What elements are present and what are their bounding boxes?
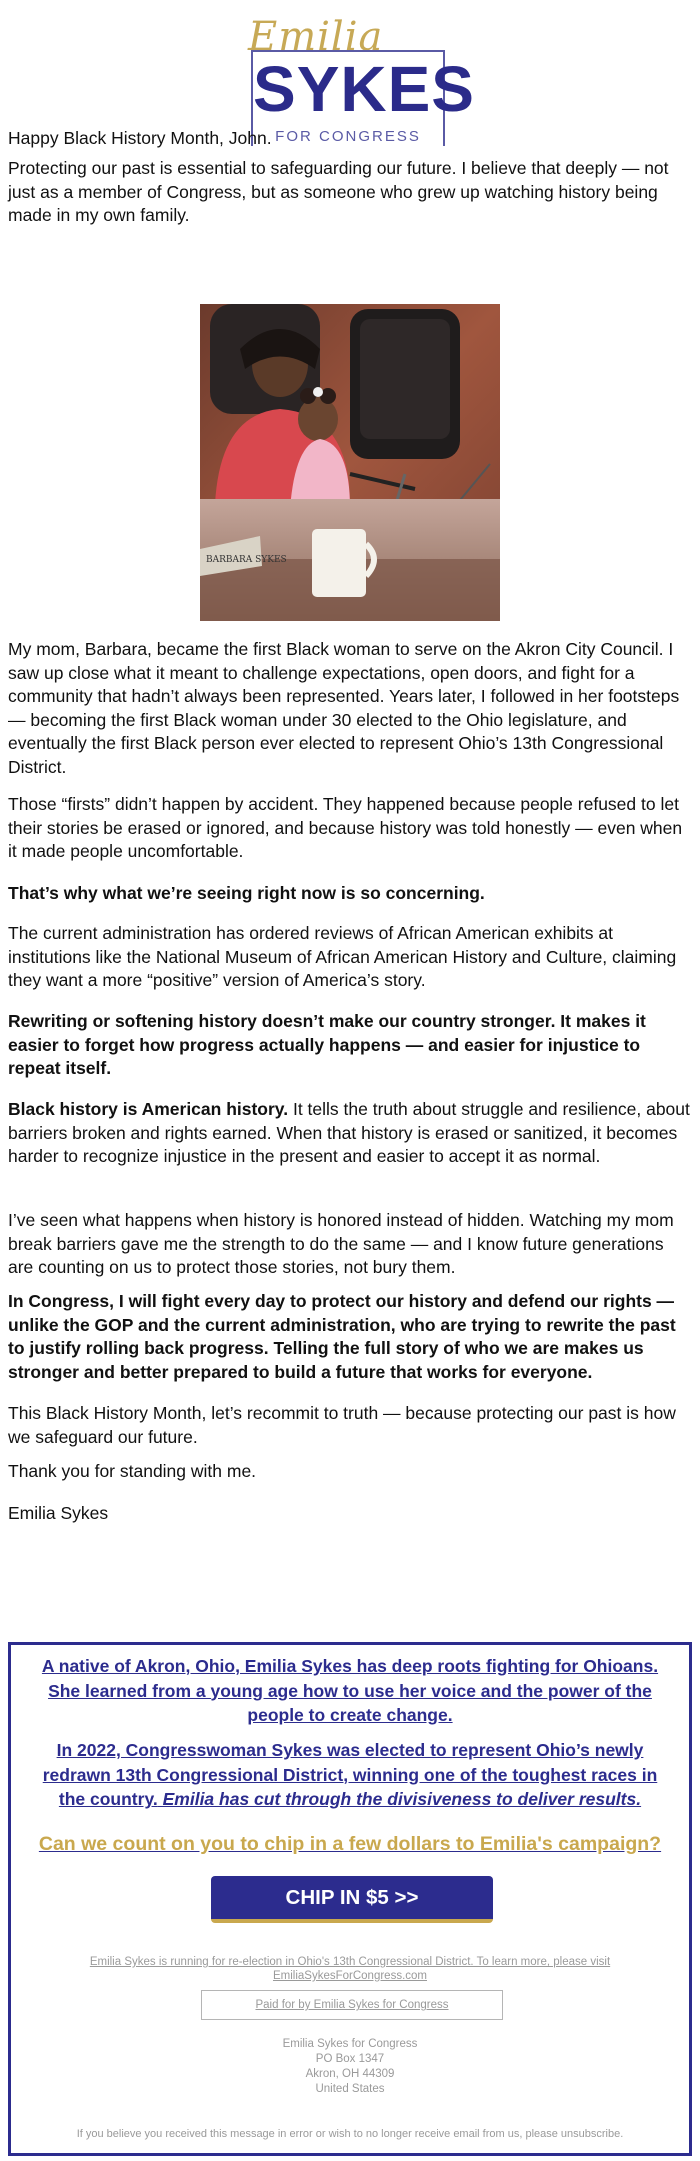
logo-script-name: Emilia — [248, 14, 384, 60]
paragraph-black-history: Black history is American history. It tells the truth about struggle and resilience, about barriers broken and rights earned. When that history is erased or sanitized, it becomes harder to recognize injustice in the present and easier to accept it as normal. — [8, 1099, 690, 1166]
paragraph-reviews: The current administration has ordered reviews of African American exhibits at institutions like the National Museum of African American History and Culture, claiming they want a more “positive” version of America’s story. — [8, 923, 677, 990]
paragraph-rewriting-history: Rewriting or softening history doesn’t make our country stronger. It makes it easier to forget how progress actually happens — and easier for injustice to repeat itself. — [8, 1011, 646, 1078]
logo-surname: SYKES — [253, 53, 475, 125]
reelection-link[interactable]: Emilia Sykes is running for re-election in Ohio's 13th Congressional District. To learn more, please visit EmiliaSykesForCongress.com — [89, 1956, 611, 1982]
paragraph-concern: That’s why what we’re seeing right now is so concerning. — [8, 883, 485, 903]
paragraph-mom-story: My mom, Barbara, became the first Black woman to serve on the Akron City Council. I saw up close what it meant to challenge expectations, open doors, and fight for a community that hadn’t always been represented. Years later, I followed in her footsteps — becoming the first Black woman under 30 elected to the Ohio legislature, and eventually the first Black person ever elected to represent Ohio’s 13th Congressional District. — [8, 639, 680, 777]
paragraph-fight-in-congress: In Congress, I will fight every day to protect our history and defend our rights — unlike the GOP and the current administration, who are trying to rewrite the past to justify rolling back progress. Telling the full story of who we are makes us stronger and better prepared to build a future that works for everyone. — [8, 1291, 676, 1382]
paragraph-recommit: This Black History Month, let’s recommit to truth — because protecting our past is how we safeguard our future. — [8, 1403, 676, 1447]
donation-ask-link[interactable]: Can we count on you to chip in a few dollars to Emilia's campaign? — [38, 1833, 662, 1855]
footer-box — [8, 1642, 692, 2156]
signature: Emilia Sykes — [8, 1503, 109, 1523]
chip-in-button[interactable]: CHIP IN $5 >> — [211, 1876, 493, 1923]
paid-for-disclaimer[interactable]: Paid for by Emilia Sykes for Congress — [201, 1990, 503, 2020]
photo-nameplate-text: BARBARA SYKES — [206, 555, 287, 565]
paragraph-firsts: Those “firsts” didn’t happen by accident. They happened because people refused to let their stories be erased or ignored, and because history was told honestly — even when it made people uncomfortable. — [8, 794, 683, 861]
unsubscribe-note[interactable]: If you believe you received this message in error or wish to no longer receive email from us, please unsubscribe. — [76, 2128, 624, 2140]
family-photo — [200, 304, 500, 621]
paragraph-intro: Protecting our past is essential to safeguarding our future. I believe that deeply — not just as a member of Congress, but as someone who grew up watching history being made in my own family. — [8, 158, 669, 225]
mailing-address: Emilia Sykes for Congress PO Box 1347 Akron, OH 44309 United States — [282, 2038, 418, 2095]
bio-link-1[interactable]: A native of Akron, Ohio, Emilia Sykes has deep roots fighting for Ohioans. She learned from a young age how to use her voice and the power of the people to create change. — [41, 1656, 659, 1725]
paragraph-honored-history: I’ve seen what happens when history is honored instead of hidden. Watching my mom break barriers gave me the strength to do the same — and I know future generations are counting on us to protect those stories, not bury them. — [8, 1210, 674, 1277]
logo-tagline: FOR CONGRESS — [267, 128, 429, 145]
greeting: Happy Black History Month, John. — [8, 128, 272, 148]
bio-link-2[interactable]: In 2022, Congresswoman Sykes was elected to represent Ohio’s newly redrawn 13th Congressional District, winning one of the toughest races in the country. Emilia has cut through the divisiveness to deliver results. — [42, 1740, 658, 1809]
paragraph-thanks: Thank you for standing with me. — [8, 1461, 257, 1481]
